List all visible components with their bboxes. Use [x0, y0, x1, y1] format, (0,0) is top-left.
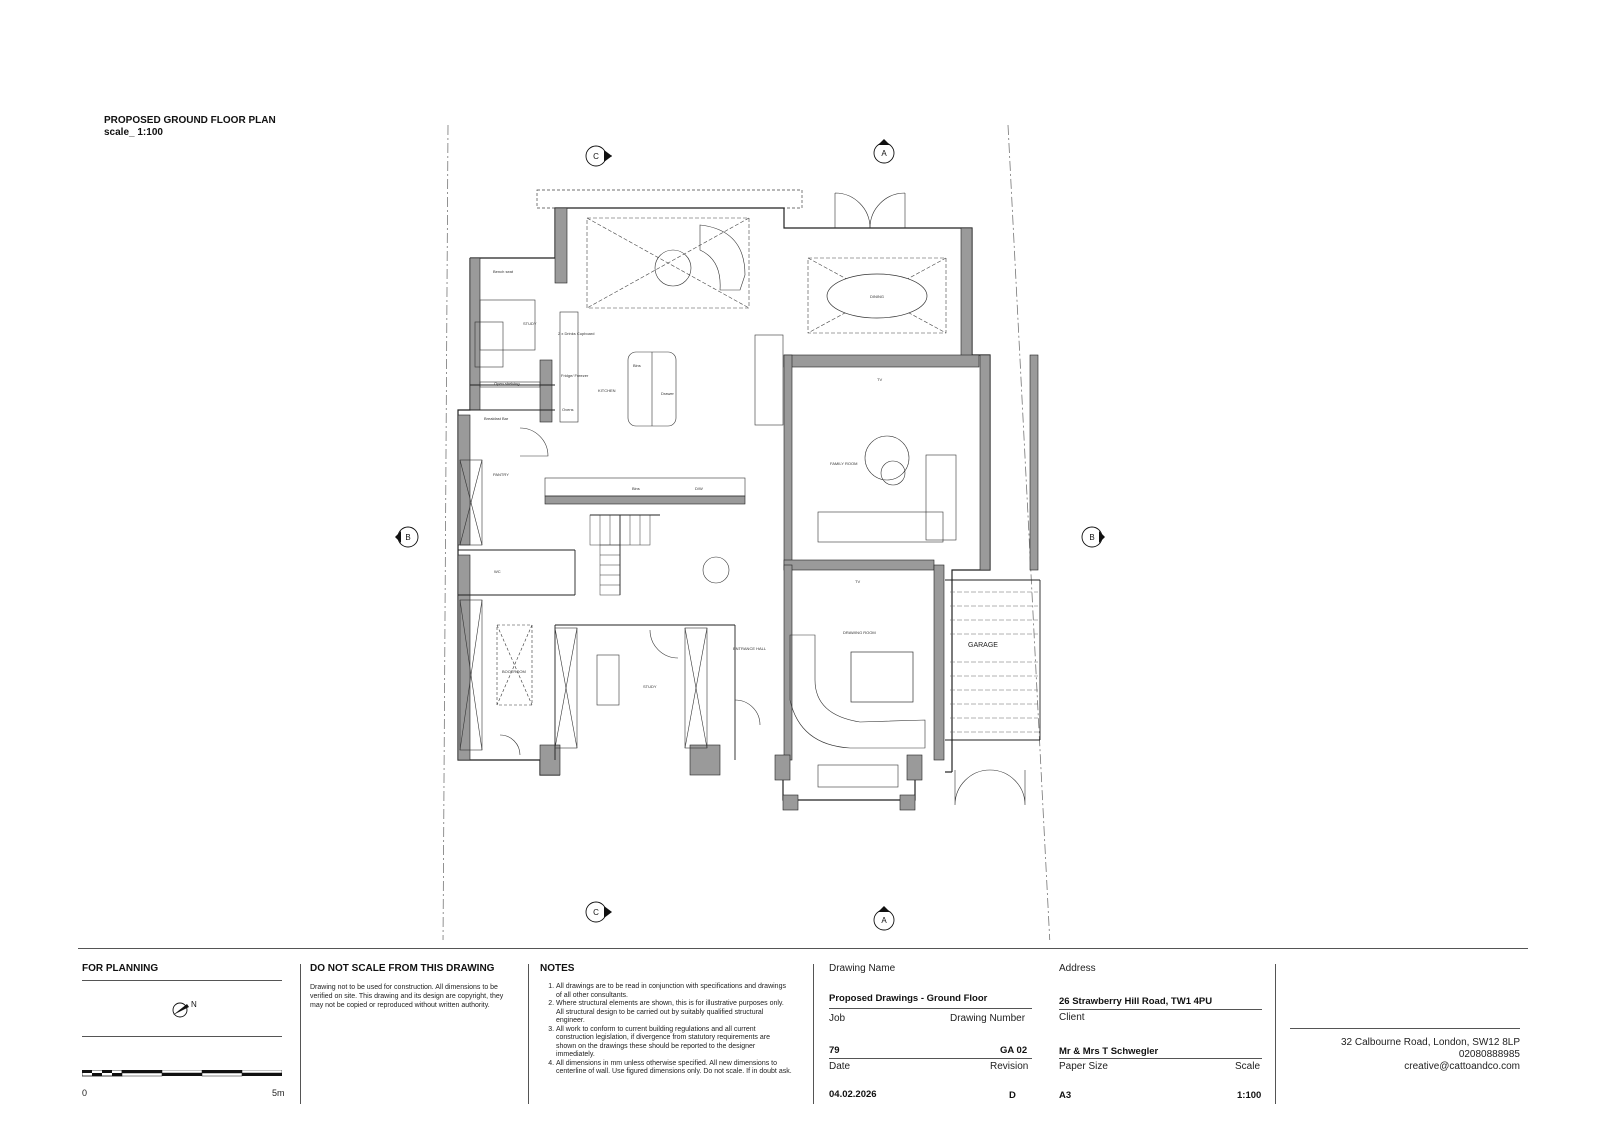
room-label-garage: GARAGE: [968, 642, 998, 649]
label-open-shelving: Open shelving: [494, 381, 520, 386]
address: 26 Strawberry Hill Road, TW1 4PU: [1059, 996, 1213, 1007]
drawing-name: Proposed Drawings - Ground Floor: [829, 993, 988, 1004]
room-label-pantry: PANTRY: [493, 472, 509, 477]
address-label: Address: [1059, 963, 1096, 974]
scale-value: 1:100: [1237, 1090, 1262, 1101]
label-drinks-cupboard: 2 x Drinks Cupboard: [558, 331, 595, 336]
svg-text:A: A: [881, 916, 887, 925]
date-label: Date: [829, 1061, 851, 1072]
job-number: 79: [829, 1045, 840, 1056]
client-label: Client: [1059, 1012, 1085, 1023]
section-marker-c-top: [586, 146, 612, 166]
notes-list: [542, 983, 792, 1077]
revision: D: [1009, 1090, 1016, 1101]
section-marker-b-right: [1082, 527, 1105, 547]
room-label-entrance-hall: ENTRANCE HALL: [733, 646, 767, 651]
section-marker-a-bottom: [874, 906, 894, 930]
label-bins: Bins: [633, 363, 641, 368]
plan-scale: scale_ 1:100: [104, 127, 163, 138]
do-not-scale-text: Drawing not to be used for construction. All dimensions to be verified on site. This drawing and its design are copyright, they may not be copied or reproduced without written authority.: [310, 984, 504, 1009]
note-item: 1. All drawings are to be read in conjunction with specifications and drawings of all other consultants.: [556, 983, 792, 1000]
room-label-dining: DINING: [870, 294, 884, 299]
title-block-top-rule: [78, 948, 1528, 949]
label-bins-2: Bins: [632, 486, 640, 491]
label-fridge-freezer: Fridge/ Freezer: [561, 373, 589, 378]
room-label-family-room: FAMILY ROOM: [830, 461, 858, 466]
scale-bar: [82, 1070, 282, 1082]
north-arrow-icon: [165, 995, 205, 1025]
drawing-name-label: Drawing Name: [829, 963, 896, 974]
svg-text:B: B: [1089, 533, 1095, 542]
revision-label: Revision: [990, 1061, 1029, 1072]
svg-text:B: B: [405, 533, 411, 542]
scale-bar-start: 0: [82, 1088, 88, 1098]
office-address: 32 Calbourne Road, London, SW12 8LP: [1340, 1037, 1520, 1048]
do-not-scale-heading: DO NOT SCALE FROM THIS DRAWING: [310, 963, 495, 974]
room-label-wc: WC: [494, 569, 501, 574]
scale-label: Scale: [1235, 1061, 1261, 1072]
office-email[interactable]: creative@cattoandco.com: [1404, 1061, 1520, 1072]
client: Mr & Mrs T Schwegler: [1059, 1046, 1159, 1057]
scale-bar-end: 5m: [272, 1088, 285, 1098]
plan-title: PROPOSED GROUND FLOOR PLAN: [104, 115, 276, 126]
room-label-kitchen: KITCHEN: [598, 388, 616, 393]
label-tv-family: TV: [877, 377, 883, 382]
svg-text:C: C: [593, 152, 599, 161]
svg-text:N: N: [191, 1000, 197, 1009]
section-marker-c-bottom: [586, 902, 612, 922]
section-marker-a-top: [874, 139, 894, 163]
job-label: Job: [829, 1013, 846, 1024]
note-item: 2. Where structural elements are shown, this is for illustrative purposes only. All structural design to be carried out by suitably qualified structural engineer.: [556, 1000, 792, 1026]
for-planning-label: FOR PLANNING: [82, 963, 159, 974]
label-breakfast-bar: Breakfast Bar: [484, 416, 509, 421]
notes-heading: NOTES: [540, 963, 575, 974]
label-dishwasher: D/W: [695, 486, 703, 491]
drawing-number: GA 02: [1000, 1045, 1028, 1056]
paper-size: A3: [1059, 1090, 1072, 1101]
paper-size-label: Paper Size: [1059, 1061, 1108, 1072]
office-contact: [1290, 1037, 1520, 1073]
note-item: 4. All dimensions in mm unless otherwise specified. All new dimensions to centerline of wall. Use figured dimensions only. Do not scale. If in doubt ask.: [556, 1060, 792, 1077]
room-label-study-2: STUDY: [643, 684, 657, 689]
room-label-study: STUDY: [523, 321, 537, 326]
label-tv-drawing: TV: [855, 579, 861, 584]
svg-text:C: C: [593, 908, 599, 917]
label-drawer: Drawer: [661, 391, 674, 396]
room-label-bootroom: BOOTROOM: [502, 669, 526, 674]
svg-text:A: A: [881, 149, 887, 158]
office-phone: 02080888985: [1458, 1049, 1520, 1060]
drawing-number-label: Drawing Number: [950, 1013, 1026, 1024]
label-bench-seat: Bench seat: [493, 269, 514, 274]
room-label-drawing-room: DRAWING ROOM: [843, 630, 876, 635]
note-item: 3. All work to conform to current building regulations and all current construction legislation, if divergence from statutory requirements are shown on the drawings these should be reported to the designer immediately.: [556, 1026, 792, 1060]
label-ovens: Ovens: [562, 407, 574, 412]
date: 04.02.2026: [829, 1089, 877, 1100]
section-marker-b-left: [395, 527, 418, 547]
